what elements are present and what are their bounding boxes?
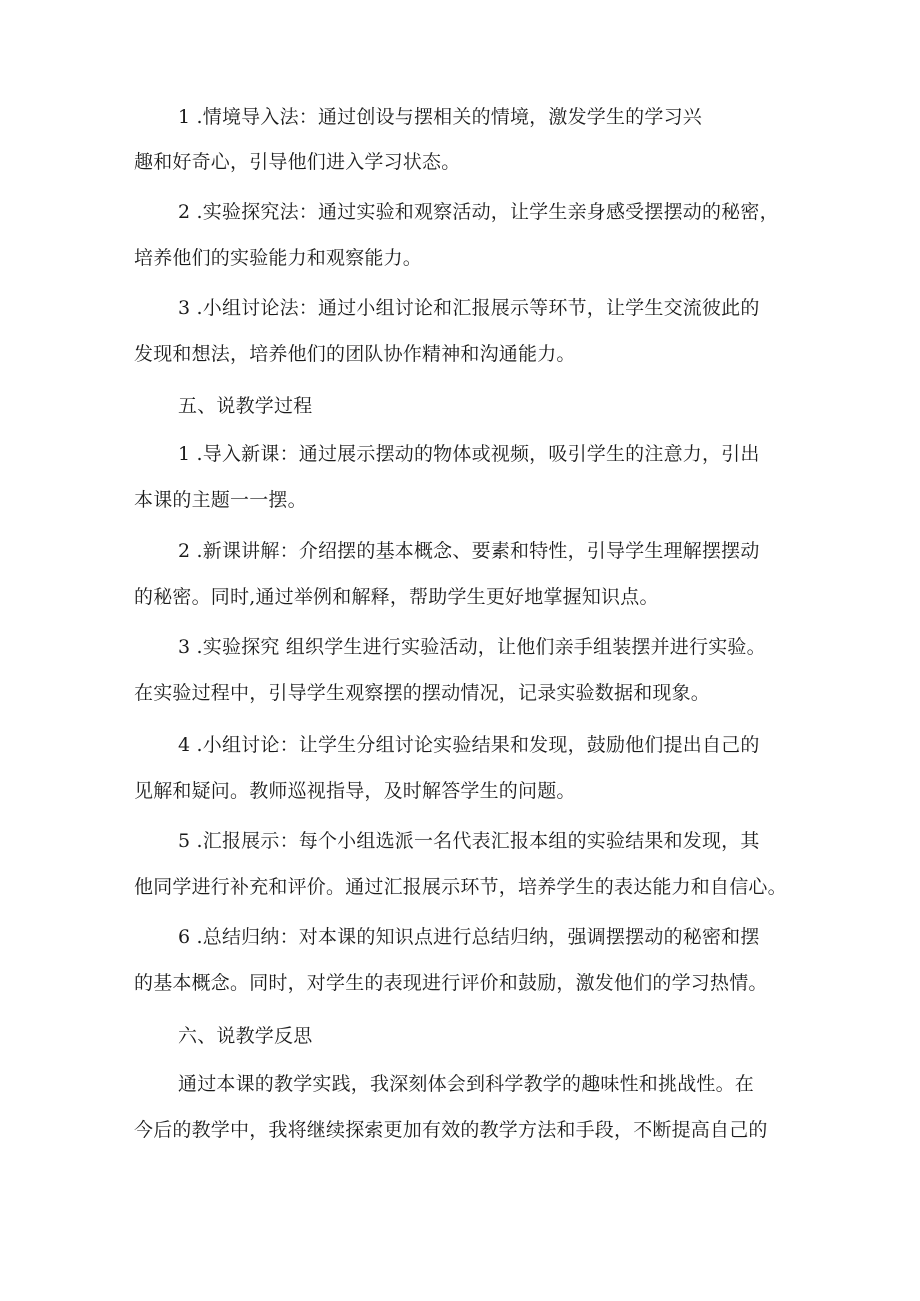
- paragraph-line: 本课的主题一一摆。: [134, 489, 307, 511]
- paragraph-line: 1 .导入新课：通过展示摆动的物体或视频，吸引学生的注意力，引出: [178, 443, 760, 465]
- paragraph-line: 的秘密。同时,通过举例和解释，帮助学生更好地掌握知识点。: [134, 586, 659, 608]
- paragraph-line: 的基本概念。同时，对学生的表现进行评价和鼓励，激发他们的学习热情。: [134, 972, 768, 994]
- paragraph-line: 他同学进行补充和评价。通过汇报展示环节，培养学生的表达能力和自信心。: [134, 876, 787, 898]
- paragraph-line: 发现和想法，培养他们的团队协作精神和沟通能力。: [134, 343, 576, 365]
- paragraph-line: 2 .实验探究法：通过实验和观察活动，让学生亲身感受摆摆动的秘密，: [178, 201, 779, 223]
- paragraph-line: 1 .情境导入法：通过创设与摆相关的情境，激发学生的学习兴: [178, 106, 702, 128]
- section-heading: 六、说教学反思: [178, 1025, 313, 1047]
- paragraph-line: 6 .总结归纳：对本课的知识点进行总结归纳，强调摆摆动的秘密和摆: [178, 926, 760, 948]
- paragraph-line: 培养他们的实验能力和观察能力。: [134, 247, 423, 269]
- paragraph-line: 3 .小组讨论法：通过小组讨论和汇报展示等环节，让学生交流彼此的: [178, 297, 760, 319]
- paragraph-line: 3 .实验探究 组织学生进行实验活动，让他们亲手组装摆并进行实验。: [178, 636, 766, 658]
- paragraph-line: 趣和好奇心，引导他们进入学习状态。: [134, 151, 461, 173]
- paragraph-line: 2 .新课讲解：介绍摆的基本概念、要素和特性，引导学生理解摆摆动: [178, 540, 760, 562]
- paragraph-line: 今后的教学中，我将继续探索更加有效的教学方法和手段，不断提高自己的: [134, 1119, 768, 1141]
- paragraph-line: 4 .小组讨论：让学生分组讨论实验结果和发现，鼓励他们提出自己的: [178, 734, 760, 756]
- section-heading: 五、说教学过程: [178, 395, 313, 417]
- paragraph-line: 通过本课的教学实践，我深刻体会到科学教学的趣味性和挑战性。在: [178, 1073, 755, 1095]
- paragraph-line: 见解和疑问。教师巡视指导，及时解答学生的问题。: [134, 780, 576, 802]
- paragraph-line: 在实验过程中，引导学生观察摆的摆动情况，记录实验数据和现象。: [134, 682, 711, 704]
- paragraph-line: 5 .汇报展示：每个小组选派一名代表汇报本组的实验结果和发现，其: [178, 830, 760, 852]
